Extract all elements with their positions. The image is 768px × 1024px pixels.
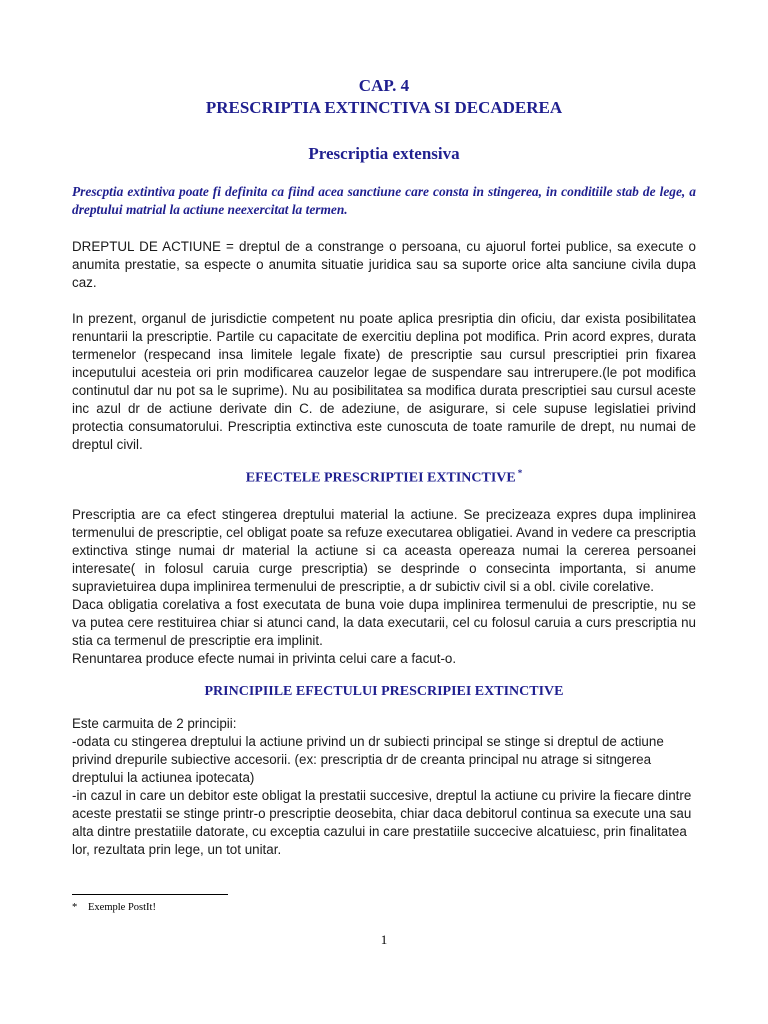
chapter-label: CAP. 4 (358, 76, 410, 95)
efecte-heading-text: EFECTELE PRESCRIPTIEI EXTINCTIVE (245, 470, 516, 486)
efecte-heading (0, 468, 768, 487)
renuntare-paragraph: In prezent, organul de jurisdictie competent nu poate aplica presriptia din oficiu, dar exista posibilitatea renuntarii la prescriptie. Partile cu capacitate de exercitiu deplina pot modifica. Prin acord expres, durata termenelor (respecand insa limitele legale fixate) de prescriptie sau cursul prescriptiei prin fixarea inceputului acesteia ori prin modificarea cauzelor legae de suspendare sau intrerupere.(le pot modifica continutul dar nu pot sa le suprime). Nu au posibilitatea sa modifica durata prescriptiei sau cursul aceste inc azul dr de actiune derivate din C. de adeziune, de asigurare, si cele supuse legislatiei privind protectia consumatorului. Prescriptia extinctiva este cunoscuta de toate ramurile de drept, nu numai de dreptul civil. (72, 311, 696, 452)
footnote-reference[interactable]: * (517, 468, 523, 478)
principii-list (72, 715, 696, 859)
efecte-paragraph: Renuntarea produce efecte numai in privinta celui care a facut-o. (72, 651, 457, 666)
list-item: -odata cu stingerea dreptului la actiune privind un dr subiecti principal se stinge si dreptul de actiune privind drepurile subiective accesorii. (ex: prescriptia dr de creanta principal nu atrage si sitngerea dreptului la actiunea ipotecata) (72, 734, 664, 785)
efecte-body (72, 506, 696, 668)
footnote-mark: * (72, 902, 78, 913)
footnote-separator (72, 894, 228, 895)
footnote (72, 902, 156, 913)
definition-paragraph: Prescptia extintiva poate fi definita ca fiind acea sanctiune care consta in stingerea, in conditiile stab de lege, a dreptului matrial la actiune neexercitat la termen. (72, 184, 696, 217)
page-number: 1 (380, 932, 388, 947)
footnote-text: Exemple PostIt! (88, 902, 156, 913)
chapter-title: PRESCRIPTIA EXTINCTIVA SI DECADEREA (205, 98, 563, 117)
principii-heading: PRINCIPIILE EFECTULUI PRESCRIPIEI EXTINCTIVE (204, 684, 564, 699)
efecte-paragraph: Prescriptia are ca efect stingerea dreptului material la actiune. Se precizeaza expres dupa implinirea termenului de prescriptie, cel obligat poate sa refuze executarea obligatiei. Avand in vedere ca prescriptia extinctiva stinge numai dr material la actiune si ca aceasta opereaza numai la cererea persoanei interesate( in folosul caruia curge prescriptia) se desprinde o consecinta importanta, si anume supravietuirea dupa implinirea termenului de prescriptie, a dr subictiv civil si a obl. civile corelative. (72, 507, 696, 594)
list-item: -in cazul in care un debitor este obligat la prestatii succesive, dreptul la actiune cu privire la fiecare dintre aceste prestatii se stinge printr-o prescriptie deosebita, chiar daca debitorul continua sa execute una sau alta dintre prestatiile datorate, cu exceptia cazului in care prestatiile succecive alcatuiesc, prin finalitatea lor, rezultata prin lege, un tot unitar. (72, 788, 692, 857)
drept-de-actiune-paragraph: DREPTUL DE ACTIUNE = dreptul de a constrange o persoana, cu ajuorul fortei publice, sa execute o anumita prestatie, sa especte o anumita situatie juridica sau sa suporte orice alta sanciune civila dupa caz. (72, 239, 696, 290)
principii-intro: Este carmuita de 2 principii: (72, 716, 237, 731)
section-title: Prescriptia extensiva (308, 144, 460, 163)
efecte-paragraph: Daca obligatia corelativa a fost executata de buna voie dupa implinirea termenului de prescriptie, nu se va putea cere restituirea chiar si atunci cand, la data executarii, cel cu folosul caruia a curs prescriptia nu stia ca termenul de prescriptie era implinit. (72, 597, 696, 648)
